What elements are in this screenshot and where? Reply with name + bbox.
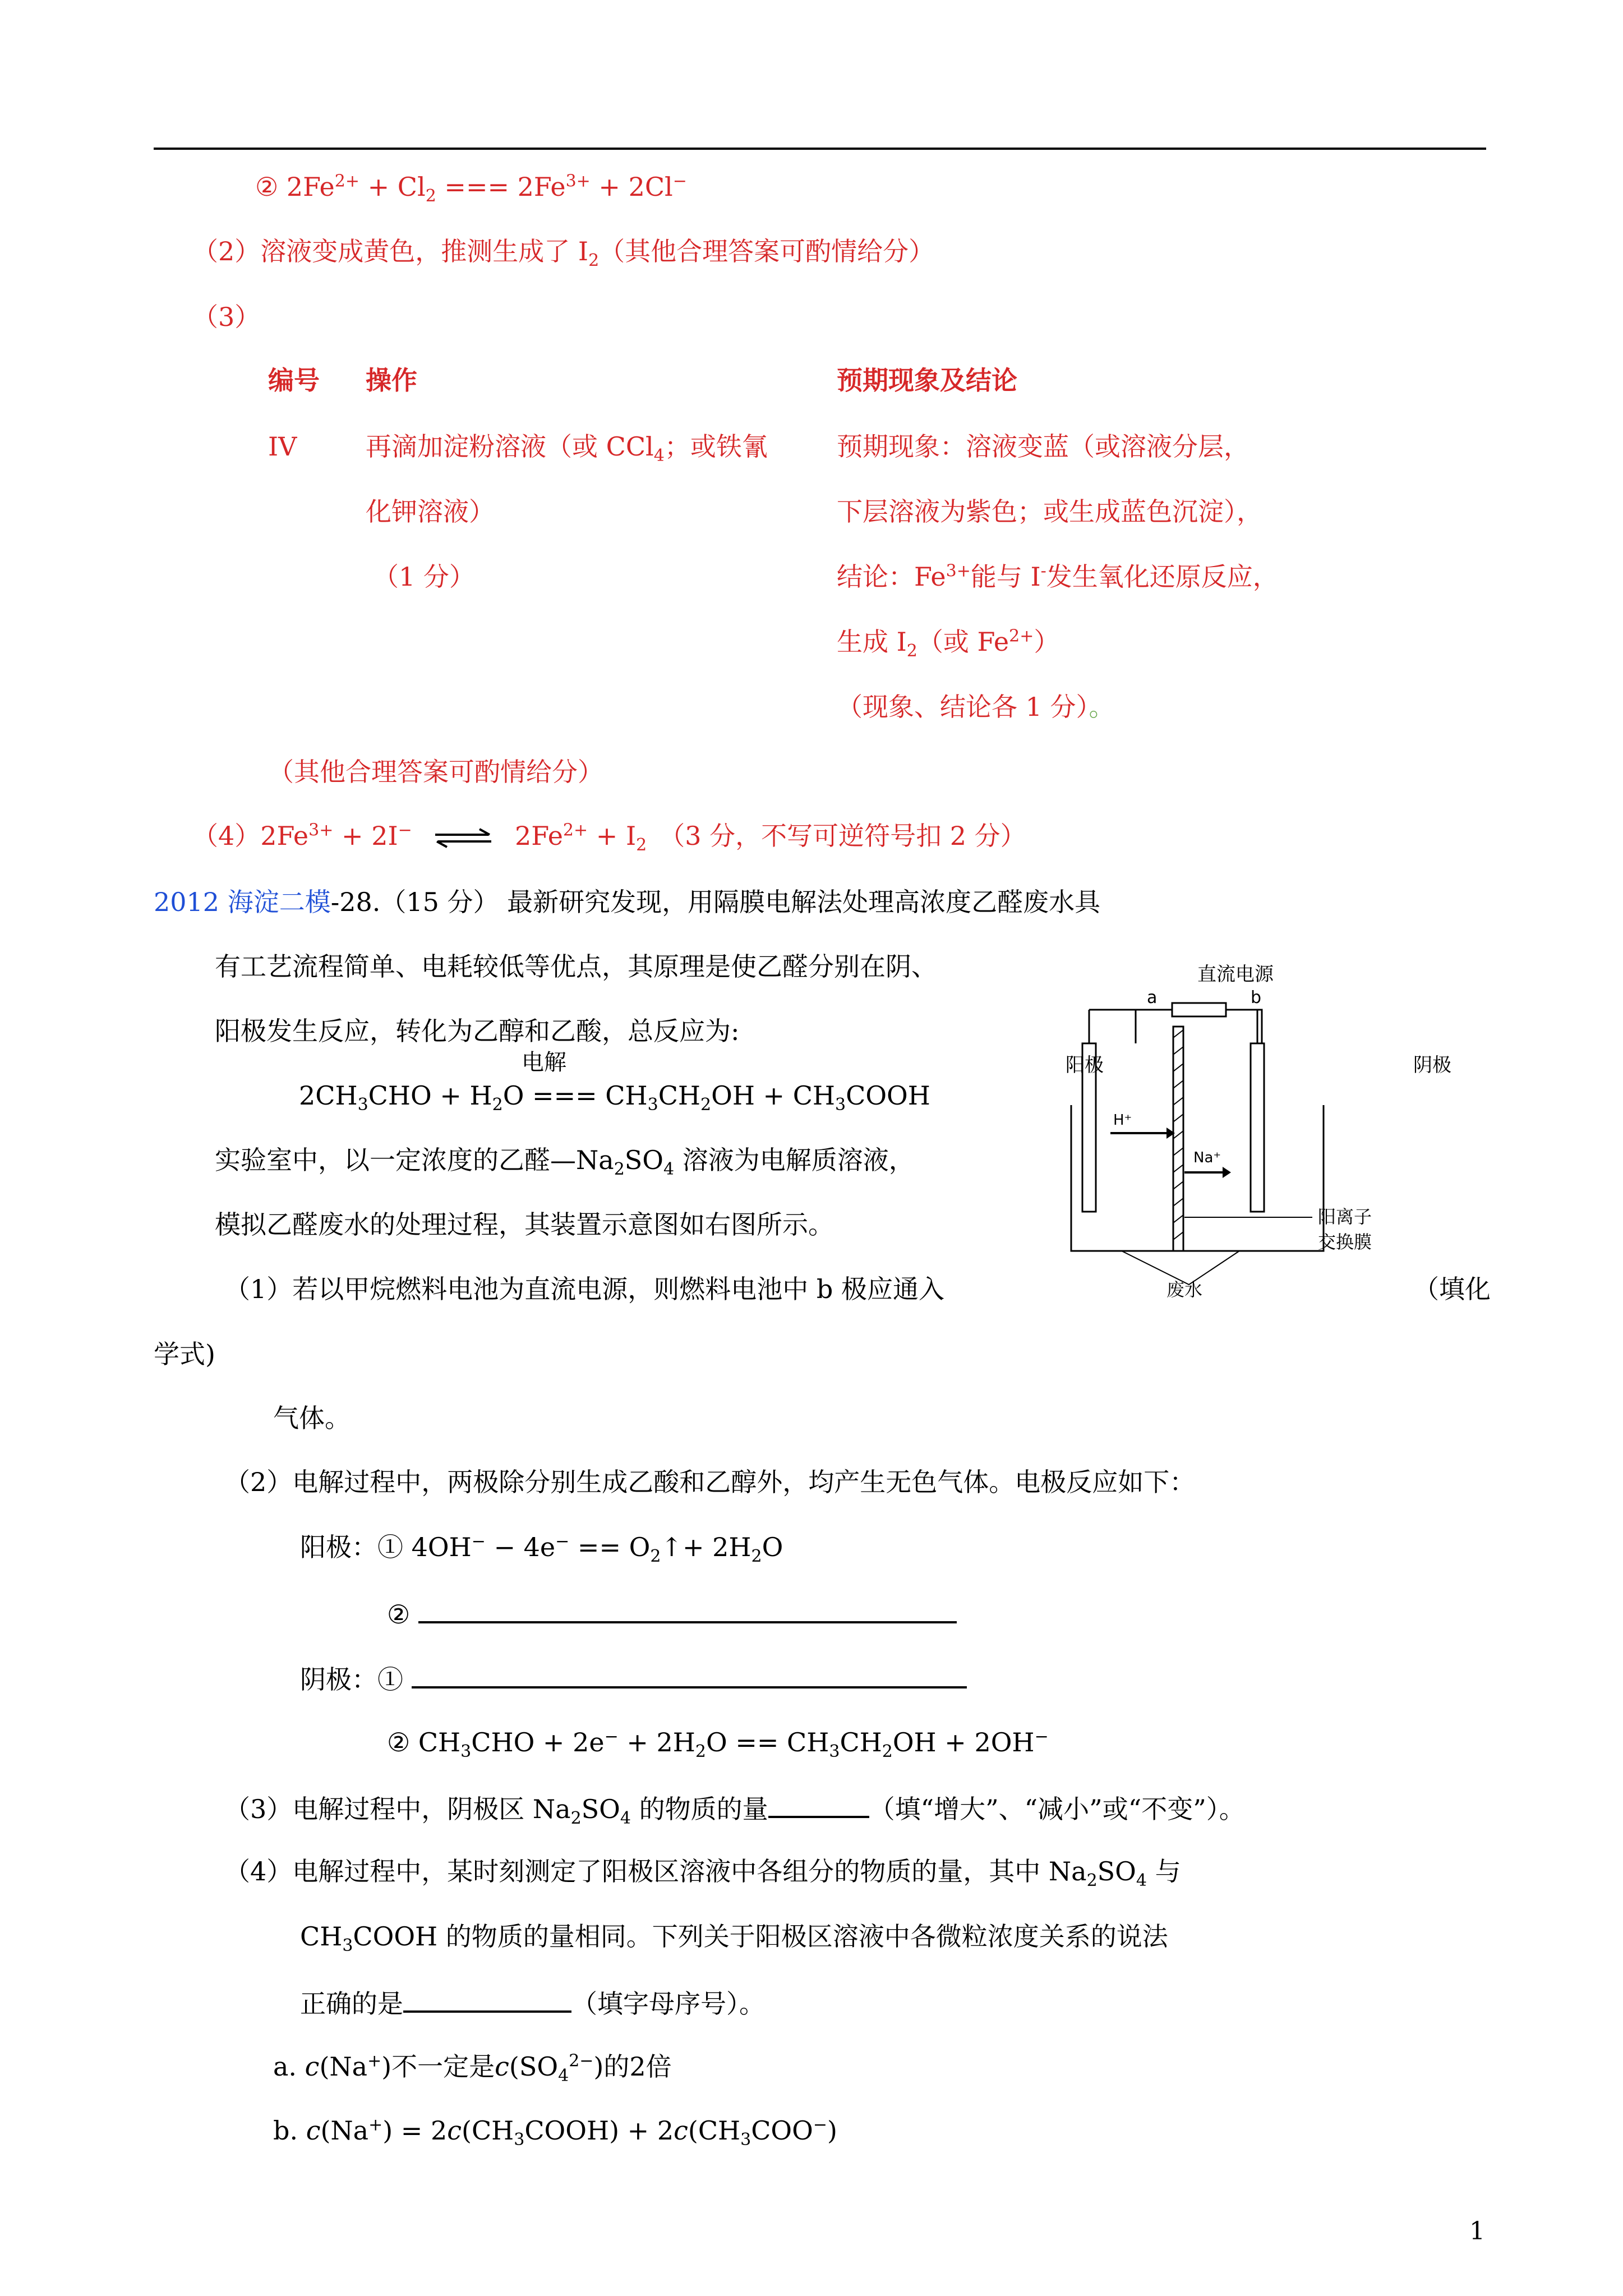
diagram-wire-left bbox=[1136, 1010, 1172, 1043]
diagram-terminal-a: a bbox=[1147, 988, 1158, 1007]
answer-line-2: （2）溶液变成黄色，推测生成了 $I_2$（其他合理答案可酌情给分） bbox=[192, 236, 935, 271]
anode-reaction-1: 阳极：① $4OH^- - 4e^- == O_2↑+ 2H_2O$ bbox=[300, 1531, 783, 1567]
page-number: 1 bbox=[1469, 2217, 1485, 2246]
question-1-text: （1）若以甲烷燃料电池为直流电源，则燃料电池中 b 极应通入 bbox=[224, 1274, 944, 1304]
cathode-reaction-2: ② $CH_3CHO + 2e^- + 2H_2O == CH_3CH_2OH + 2OH^-$ bbox=[387, 1727, 1049, 1762]
question-4-text-2: $CH_3COOH$ 的物质的量相同。下列关于阳极区溶液中各微粒浓度关系的说法 bbox=[300, 1921, 1168, 1956]
table-result-5: （现象、结论各 1 分）。 bbox=[837, 692, 1115, 722]
question-source: 2012 海淀二模 bbox=[154, 887, 331, 917]
diagram-na-ion: Na⁺ bbox=[1193, 1149, 1221, 1166]
table-result-4: 生成 $I_2$（或 $Fe^{2+}$） bbox=[837, 626, 1060, 661]
diagram-h-ion: H⁺ bbox=[1113, 1112, 1132, 1129]
anode-reaction-2: ② bbox=[387, 1596, 957, 1630]
table-header-result: 预期现象及结论 bbox=[837, 365, 1017, 395]
cathode-reaction-1: 阴极：① bbox=[300, 1662, 967, 1695]
question-1-gas: 气体。 bbox=[273, 1403, 351, 1433]
answer-line-4: $(4)2Fe^{3+} + 2I^-$ $2Fe^{2+} + I_2$ （3 分，不写可逆符号扣 2 分） bbox=[192, 820, 1026, 855]
question-4-text: （4）电解过程中，某时刻测定了阳极区溶液中各组分的物质的量，其中 $Na_2SO_4$ 与 bbox=[224, 1856, 1181, 1891]
question-para-2: 阳极发生反应，转化为乙醇和乙酸，总反应为: bbox=[215, 1016, 740, 1046]
diagram-terminal-b: b bbox=[1251, 988, 1262, 1007]
electrolysis-diagram bbox=[1054, 954, 1469, 1301]
answer-line-3: （3） bbox=[192, 302, 261, 332]
question-3-text: （3）电解过程中，阴极区 $Na_2SO_4$ 的物质的量 （填“增大”、“减小”或“不变”）。 bbox=[224, 1791, 1245, 1825]
answer-line-1: ② $2Fe^{2+} + Cl_2$ === $2Fe^{3+} + 2Cl^-$ bbox=[255, 171, 687, 206]
question-title: 2012 海淀二模-28.（15 分） 最新研究发现，用隔膜电解法处理高浓度乙醛废水具 bbox=[154, 887, 1101, 917]
diagram-resistor-icon bbox=[1172, 1003, 1226, 1016]
diagram-waste-label: 废水 bbox=[1166, 1279, 1203, 1300]
table-number: IV bbox=[268, 431, 297, 462]
diagram-wire-right bbox=[1226, 1010, 1262, 1043]
diagram-beaker bbox=[1071, 1105, 1324, 1251]
diagram-membrane bbox=[1173, 1027, 1183, 1251]
table-operation-2: 化钾溶液） bbox=[366, 496, 495, 527]
question-1-fill-note-2: 学式) bbox=[154, 1339, 215, 1369]
equation-condition: 电解 bbox=[522, 1050, 566, 1075]
option-b: b. $c(Na^+) = 2c(CH_3COOH) + 2c(CH_3COO^-)$ bbox=[273, 2115, 837, 2150]
table-result-1: 预期现象：溶液变蓝（或溶液分层， bbox=[837, 431, 1249, 462]
question-1-fill-note: （填化 bbox=[1413, 1274, 1491, 1304]
question-para-3: 实验室中，以一定浓度的乙醛$—Na_2SO_4$ 溶液为电解质溶液， bbox=[215, 1145, 915, 1180]
question-para-1: 有工艺流程简单、电耗较低等优点，其原理是使乙醛分别在阴、 bbox=[215, 951, 937, 982]
table-operation-1: 再滴加淀粉溶液（或 CCl$_4$；或铁氰 bbox=[366, 431, 768, 466]
diagram-cathode-label: 阴极 bbox=[1413, 1054, 1451, 1076]
question-3-blank[interactable] bbox=[768, 1791, 869, 1818]
question-4-text-3: 正确的是 （填字母序号）。 bbox=[300, 1986, 765, 2019]
diagram-cathode-electrode bbox=[1251, 1043, 1264, 1212]
question-2-text: （2）电解过程中，两极除分别生成乙酸和乙醇外，均产生无色气体。电极反应如下： bbox=[224, 1467, 1196, 1497]
cathode-reaction-1-blank[interactable] bbox=[412, 1662, 967, 1688]
diagram-power-label: 直流电源 bbox=[1197, 963, 1274, 986]
diagram-membrane-label-2: 交换膜 bbox=[1318, 1231, 1372, 1253]
table-result-3: 结论：$Fe^{3+}$能与 I-发生氧化还原反应， bbox=[837, 561, 1279, 592]
option-a: a. c(Na+)不一定是$c(SO_4^{2-})$的2倍 bbox=[273, 2051, 672, 2086]
diagram-membrane-label-1: 阳离子 bbox=[1318, 1206, 1372, 1227]
table-header-operation: 操作 bbox=[366, 365, 417, 395]
table-operation-3: （1 分） bbox=[373, 562, 475, 592]
answer-other-note: （其他合理答案可酌情给分） bbox=[268, 757, 603, 787]
diagram-anode-label: 阳极 bbox=[1066, 1054, 1104, 1076]
table-result-2: 下层溶液为紫色；或生成蓝色沉淀）， bbox=[837, 496, 1262, 527]
table-header-number: 编号 bbox=[268, 365, 320, 395]
total-equation: $2CH_3CHO + H_2O$ === $CH_3CH_2OH$ + $CH_3COOH$ bbox=[299, 1080, 930, 1115]
question-4-blank[interactable] bbox=[403, 1986, 571, 2013]
reversible-arrow-icon bbox=[432, 827, 494, 849]
question-para-4: 模拟乙醛废水的处理过程，其装置示意图如右图所示。 bbox=[215, 1209, 834, 1240]
header-rule bbox=[154, 148, 1486, 150]
anode-reaction-2-blank[interactable] bbox=[418, 1596, 957, 1623]
